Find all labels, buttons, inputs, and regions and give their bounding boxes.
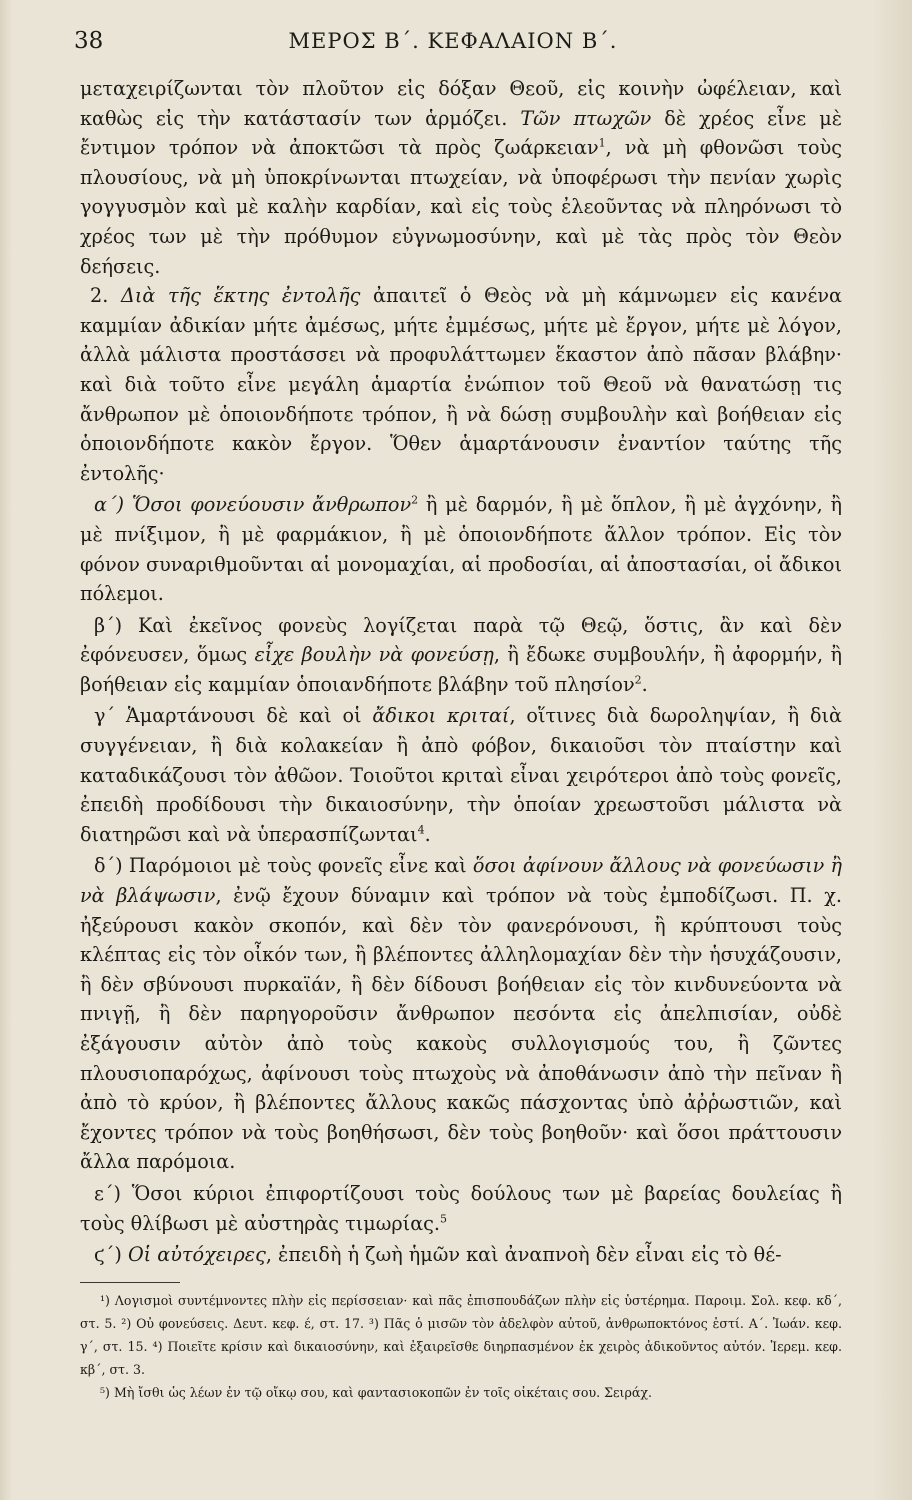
running-head: ΜΕΡΟΣ Β΄. ΚΕΦΑΛΑΙΟΝ Β΄. [288, 29, 618, 53]
list-item-gamma [80, 701, 842, 849]
text-span: ε΄) Ὅσοι κύριοι ἐπιφορτίζουσι τοὺς δούλους των μὲ βαρείας δουλείας ἢ τοὺς θλίβωσι μὲ αὐστηρὰς τιμωρίας. [80, 1181, 842, 1235]
body-text [80, 74, 842, 1270]
section-number: 2. [90, 284, 121, 308]
list-item-epsilon [80, 1179, 842, 1238]
italic-phrase: Τῶν πτωχῶν [520, 106, 652, 130]
text-span: μεταχειρίζωνται τὸν πλοῦτον εἰς δόξαν Θεοῦ, εἰς κοινὴν ὠφέλειαν, καὶ καθὼς εἰς τὴν κατάστασίν των ἁρμόζει. [80, 77, 842, 130]
text-span: ἢ μὲ δαρμόν, ἢ μὲ ὅπλον, ἢ μὲ ἀγχόνην, ἢ μὲ πνίξιμον, ἢ μὲ φαρμάκιον, ἢ μὲ ὁποιονδήποτε ἄλλον τρόπον. Εἰς τὸν φόνον συναριθμοῦνται αἱ μονομαχίαι, αἱ προδοσίαι, αἱ ἀποστασίαι, οἱ ἄδικοι πόλεμοι. [80, 493, 842, 606]
list-item-beta [80, 611, 842, 700]
text-span: , ἐπειδὴ ἡ ζωὴ ἡμῶν καὶ ἀναπνοὴ δὲν εἶναι εἰς τὸ θέ- [265, 1243, 782, 1267]
italic-phrase: Διὰ τῆς ἕκτης ἐντολῆς [120, 284, 361, 308]
text-span: δ΄) Παρόμοιοι μὲ τοὺς φονεῖς εἶνε καὶ [94, 854, 473, 878]
page-right-edge-shadow [872, 0, 912, 1500]
page-header [74, 28, 842, 64]
text-span: β΄) Καὶ ἐκεῖνος φονεὺς λογίζεται παρὰ τῷ Θεῷ, ὅστις, ἂν καὶ δὲν ἐφόνευσεν, ὅμως [80, 613, 842, 667]
text-span: . [641, 672, 648, 696]
text-span: , οἵτινες διὰ δωροληψίαν, ἢ διὰ συγγένειαν, ἢ διὰ κολακείαν ἢ ἀπὸ φόβον, δικαιοῦσι τὸν πταίστην καὶ καταδικάζουσι τὸν ἀθῶον. Τοιοῦτοι κριταὶ εἶναι χειρότεροι ἀπὸ τοὺς φονεῖς, ἐπειδὴ προδίδουσι τὴν δικαιοσύνην, τὴν ὁποίαν χρεωστοῦσι μάλιστα νὰ διατηρῶσι καὶ νὰ ὑπερασπίζωνται [80, 704, 842, 846]
footnote-1: ¹) Λογισμοὶ συντέμνοντες πλὴν εἰς περίσσειαν· καὶ πᾶς ἐπισπουδάζων πλὴν εἰς ὑστέρημα. Παροιμ. Σολ. κεφ. κδ΄, στ. 5. [80, 1292, 842, 1331]
footnote-2: ²) Οὐ φονεύσεις. Δευτ. κεφ. έ, στ. 17. [121, 1315, 365, 1331]
paragraph-continuation [80, 74, 842, 281]
text-span: , ἢ ἔδωκε συμβουλήν, ἢ ἀφορμήν, ἢ βοήθειαν εἰς καμμίαν ὁποιανδήποτε βλάβην τοῦ πλησίον [80, 643, 843, 696]
italic-phrase: Ὅσοι φονεύουσιν ἄνθρωπον [131, 493, 412, 517]
footnote-4: ⁴) Ποιεῖτε κρίσιν καὶ δικαιοσύνην, καὶ ἐξαιρεῖσθε διηρπασμένον ἐκ χειρὸς ἀδικοῦντος αὐτόν. Ἱερεμ. κεφ. κβ΄, στ. 3. [80, 1338, 842, 1377]
page-left-edge-shadow [0, 0, 12, 1500]
text-span: δὲ χρέος εἶνε μὲ ἔντιμον τρόπον νὰ ἀποκτῶσι τὰ πρὸς ζωάρκειαν [80, 106, 842, 160]
footnote-ref: 2 [634, 673, 642, 687]
footnote-ref: 4 [417, 823, 425, 837]
footnotes [80, 1289, 842, 1404]
list-item-stigma [80, 1240, 842, 1270]
list-item-delta [80, 851, 842, 1177]
list-item-alpha [80, 490, 842, 608]
italic-phrase: Οἱ αὐτόχειρες [127, 1243, 266, 1267]
text-span: γ΄ Ἁμαρτάνουσι δὲ καὶ οἱ [94, 704, 373, 728]
italic-phrase: εἶχε βουλὴν νὰ φονεύσῃ [254, 643, 494, 667]
footnote-ref: 1 [598, 136, 606, 150]
paragraph-sixth-commandment [80, 281, 842, 488]
footnote-ref: 2 [411, 493, 419, 507]
italic-phrase: ὅσοι ἀφίνουν ἄλλους νὰ φονεύωσιν ἢ νὰ βλάψωσιν [80, 854, 842, 908]
text-span: ἀπαιτεῖ ὁ Θεὸς νὰ μὴ κάμνωμεν εἰς κανένα καμμίαν ἀδικίαν μήτε ἀμέσως, μήτε ἐμμέσως, μήτε μὲ ἔργον, μήτε μὲ λόγον, ἀλλὰ μάλιστα προστάσσει νὰ προφυλάττωμεν ἕκαστον ἀπὸ πᾶσαν βλάβην· καὶ διὰ τοῦτο εἶνε μεγάλη ἁμαρτία ἐνώπιον τοῦ Θεοῦ νὰ θανατώσῃ τις ἄνθρωπον μὲ ὁποιονδήποτε τρόπον, ἢ νὰ δώσῃ συμβουλὴν καὶ βοήθειαν εἰς ὁποιονδήποτε κακὸν ἔργον. Ὅθεν ἁμαρτάνουσιν ἐναντίον ταύτης τῆς ἐντολῆς· [80, 284, 843, 485]
footnote-divider [80, 1282, 180, 1283]
footnote-5: ⁵) Μὴ ἴσθι ὡς λέων ἐν τῷ οἴκῳ σου, καὶ φαντασιοκοπῶν ἐν τοῖς οἰκέταις σου. Σειράχ. [100, 1384, 653, 1400]
footnote-5-line [80, 1381, 842, 1404]
item-marker: α΄) [94, 493, 132, 517]
text-span: . [424, 822, 431, 846]
item-marker: ϛ΄) [94, 1243, 128, 1267]
italic-phrase: ἄδικοι κριταί [372, 704, 510, 728]
page-number: 38 [74, 28, 104, 54]
text-span: , ἐνῷ ἔχουν δύναμιν καὶ τρόπον νὰ τοὺς ἐμποδίζωσι. Π. χ. ἠξεύρουσι κακὸν σκοπόν, καὶ δὲν τὸν φανερόνουσι, ἢ κρύπτουσι τοὺς κλέπτας εἰς τὸν οἶκόν των, ἢ βλέποντες ἀλληλομαχίαν δὲν τὴν ἡσυχάζουσιν, ἢ δὲν σβύνουσι πυρκαϊάν, ἢ δὲν δίδουσι βοήθειαν εἰς τὸν κινδυνεύοντα νὰ πνιγῇ, ἢ δὲν παρηγοροῦσιν ἄνθρωπον πεσόντα εἰς ἀπελπισίαν, οὐδὲ ἐξάγουσιν αὐτὸν ἀπὸ τοὺς κακοὺς συλλογισμούς του, ἢ ζῶντες πλουσιοπαρόχως, ἀφίνουσι τοὺς πτωχοὺς νὰ ἀποθάνωσιν ἀπὸ τὴν πεῖναν ἢ ἀπὸ τὸ κρύον, ἢ βλέποντες ἄλλους κακῶς πάσχοντας ὑπὸ ἀῤῥωστιῶν, καὶ ἔχοντες τρόπον νὰ τοὺς βοηθήσωσι, δὲν τοὺς βοηθοῦν· καὶ ὅσοι πράττουσιν ἄλλα παρόμοια. [80, 884, 842, 1174]
footnote-3: ³) Πᾶς ὁ μισῶν τὸν ἀδελφὸν αὐτοῦ, ἀνθρωποκτόνος ἐστί. Α΄. Ἰωάν. κεφ. γ΄, στ. 15. [80, 1315, 842, 1354]
footnote-ref: 5 [440, 1212, 448, 1226]
footnote-block [80, 1289, 842, 1381]
text-span: , νὰ μὴ φθονῶσι τοὺς πλουσίους, νὰ μὴ ὑποκρίνωνται πτωχείαν, νὰ ὑποφέρωσι τὴν πενίαν χωρὶς γογγυσμὸν καὶ μὲ καλὴν καρδίαν, καὶ εἰς τοὺς ἐλεοῦντας νὰ πληρόνωσι τὸ χρέος των μὲ τὴν πρόθυμον εὐγνωμοσύνην, καὶ μὲ τὰς πρὸς τὸν Θεὸν δεήσεις. [80, 136, 842, 278]
